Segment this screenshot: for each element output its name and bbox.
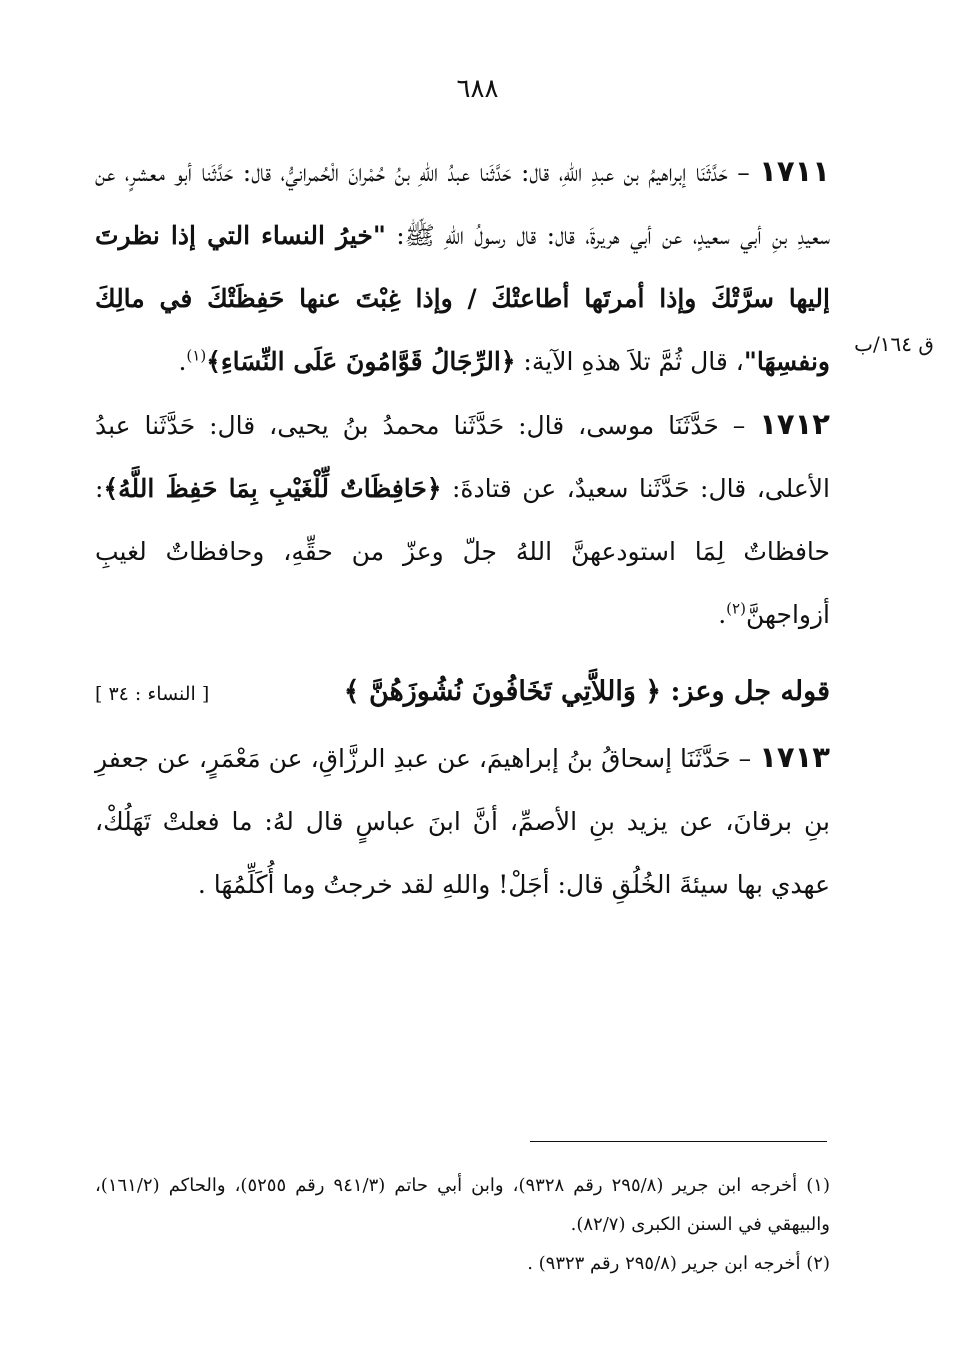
hadith-text: ، قال ثُمَّ تلاَ هذهِ الآية: <box>515 347 744 376</box>
hadith-text: : حافظاتٌ لِمَا استودعهنَّ اللهُ جلّ وعزّ من حقِّهِ، وحافظاتٌ لغيبِ أزواجهنَّ <box>95 474 830 629</box>
footnote-divider <box>530 1141 827 1142</box>
hadith-number: ١٧١٣ <box>759 740 830 774</box>
main-text <box>95 140 830 916</box>
footnote-ref[interactable]: (١) <box>186 346 207 365</box>
quran-verse: ﴿حَافِظَاتٌ لِّلْغَيْبِ بِمَا حَفِظَ اللَّهُ﴾ <box>103 474 442 503</box>
hadith-end: . <box>718 600 727 629</box>
hadith-text: – حَدَّثَنَا إبراهيمُ بن عبدِ اللهِ، قال: حَدَّثَنا عبدُ اللهِ بنُ حُمْرانَ الْحُمرانيُّ، قال: حَدَّثَنا أبو معشرٍ، عن سعيدِ بنِ أبي سعيدٍ، عن أبي هريرةَ، قال: قال رسولُ اللهِ ﷺ: <box>95 158 830 250</box>
hadith-text: – حَدَّثَنَا إسحاقُ بنُ إبراهيمَ، عن عبدِ الرزَّاقِ، عن مَعْمَرٍ، عن جعفرِ بنِ برقانَ، عن يزيد بنِ الأصمِّ، أنَّ ابنَ عباسٍ قال لهُ: ما فعلتْ تَهَلُكْ، عهدي بها سيئةَ الخُلُقِ قال: أجَلْ! واللهِ لقد خرجتُ وما أُكَلِّمُهَا . <box>95 744 830 899</box>
footnote-2: (٢) أخرجه ابن جرير (٢٩٥/٨ رقم ٩٣٢٣) . <box>527 1253 830 1274</box>
margin-note: ق ١٦٤/ب <box>854 332 934 356</box>
footnotes <box>95 1166 830 1283</box>
section-heading <box>95 660 830 726</box>
quran-verse: ﴿الرِّجَالُ قَوَّامُونَ عَلَى النِّسَاءِ﴾ <box>206 347 516 376</box>
hadith-number: ١٧١٢ <box>759 407 830 441</box>
hadith-1711 <box>95 140 830 393</box>
hadith-end: . <box>178 347 187 376</box>
page-number: ٦٨٨ <box>456 74 499 104</box>
hadith-quote: "خيرُ النساء التي إذا نظرتَ إليها سرَّتْكَ وإذا أمرتَها أطاعتْكَ / وإذا غِبْتَ عنها حَفِظَتْكَ في مالِكَ ونفسِهَا" <box>95 221 830 376</box>
hadith-1712 <box>95 393 830 646</box>
hadith-1713 <box>95 726 830 916</box>
section-heading-text: قوله جل وعز: ﴿ وَاللاَّتِي تَخَافُونَ نُشُوزَهُنَّ ﴾ <box>343 676 830 707</box>
footnote-1: (١) أخرجه ابن جرير (٢٩٥/٨ رقم ٩٣٢٨)، وابن أبي حاتم (٩٤١/٣ رقم ٥٢٥٥)، والحاكم (١٦١/٢)، والبيهقي في السنن الكبرى (٨٢/٧). <box>95 1175 830 1235</box>
hadith-text: – حَدَّثَنَا موسى، قال: حَدَّثَنا محمدُ بنُ يحيى، قال: حَدَّثَنا عبدُ الأعلى، قال: حَدَّثَنا سعيدٌ، عن قتادةَ: <box>95 411 830 503</box>
hadith-number: ١٧١١ <box>759 154 830 188</box>
footnote-ref[interactable]: (٢) <box>726 599 746 618</box>
surah-reference: [ النساء : ٣٤ ] <box>95 683 210 705</box>
